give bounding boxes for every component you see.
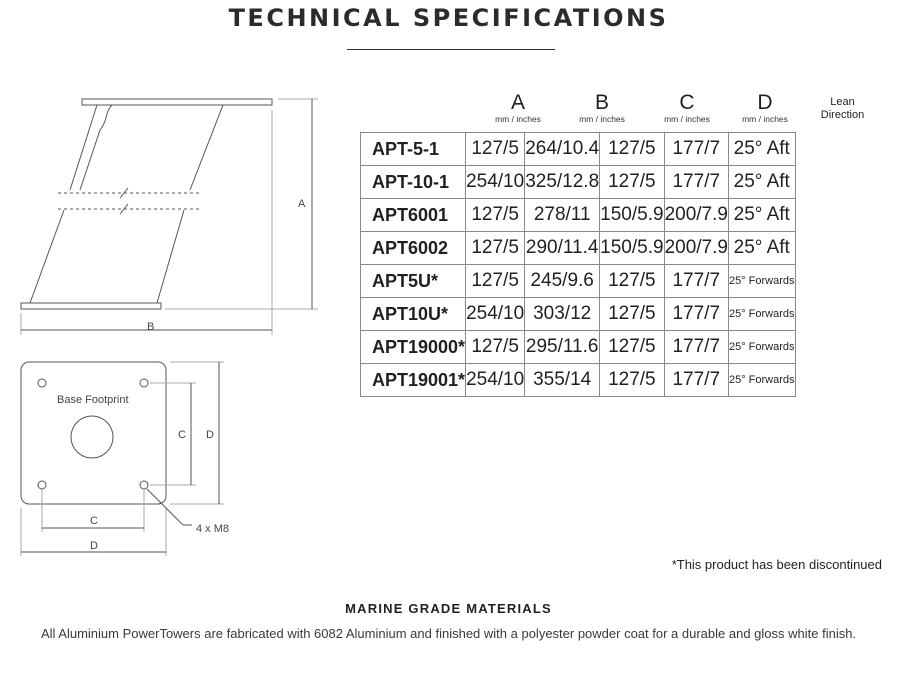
dim-c-horizontal-label: C (90, 515, 98, 527)
dim-a-cell: 127/5 (466, 331, 525, 364)
model-cell: APT-10-1 (361, 166, 466, 199)
dim-b-cell: 295/11.6 (525, 331, 600, 364)
bottom-plate (21, 303, 161, 309)
model-cell: APT6001 (361, 199, 466, 232)
dim-d-cell: 177/7 (664, 298, 728, 331)
dim-b-cell: 355/14 (525, 364, 600, 397)
dim-c-cell: 127/5 (600, 298, 664, 331)
dim-c-cell: 127/5 (600, 331, 664, 364)
title-underline (347, 49, 555, 50)
model-cell: APT5U* (361, 265, 466, 298)
dim-b-cell: 278/11 (525, 199, 600, 232)
tower-diagram (0, 80, 345, 560)
header-lean-line1: Lean (830, 96, 855, 108)
table-row (361, 265, 796, 298)
dim-d-vertical-label: D (206, 429, 214, 441)
header-b-unit: mm / inches (579, 114, 625, 124)
page-title: TECHNICAL SPECIFICATIONS (228, 4, 669, 32)
table-row (361, 331, 796, 364)
model-cell: APT10U* (361, 298, 466, 331)
dim-d-horizontal-label: D (90, 540, 98, 552)
header-c-letter: C (679, 91, 695, 114)
spec-table (360, 132, 796, 397)
header-d-unit: mm / inches (742, 114, 788, 124)
dim-d-cell: 177/7 (664, 331, 728, 364)
dim-a-cell: 254/10 (466, 298, 525, 331)
header-lean-line2: Direction (820, 109, 865, 121)
dim-c-cell: 150/5.9 (600, 199, 664, 232)
dim-d-cell: 177/7 (664, 166, 728, 199)
dim-b-cell: 264/10.4 (525, 133, 600, 166)
dim-d-cell: 200/7.9 (664, 232, 728, 265)
dim-a-cell: 127/5 (466, 133, 525, 166)
header-c-unit: mm / inches (664, 114, 710, 124)
lean-cell: 25° Forwards (728, 298, 795, 331)
base-footprint-label: Base Footprint (57, 394, 129, 406)
dim-b-cell: 325/12.8 (525, 166, 600, 199)
dim-a-cell: 254/10 (466, 364, 525, 397)
lean-cell: 25° Aft (728, 166, 795, 199)
dim-c-cell: 127/5 (600, 133, 664, 166)
dim-a-cell: 127/5 (466, 265, 525, 298)
header-a-letter: A (510, 91, 525, 114)
lean-cell: 25° Aft (728, 199, 795, 232)
header-d (726, 92, 804, 132)
header-lean (804, 92, 881, 132)
lean-cell: 25° Aft (728, 232, 795, 265)
header-a (480, 92, 556, 132)
dim-b-cell: 303/12 (525, 298, 600, 331)
dim-d-cell: 177/7 (664, 133, 728, 166)
dim-d-cell: 177/7 (664, 265, 728, 298)
dim-a-cell: 254/10 (466, 166, 525, 199)
table-row (361, 364, 796, 397)
holes-label: 4 x M8 (196, 523, 230, 535)
dim-c-cell: 127/5 (600, 265, 664, 298)
dim-d-cell: 200/7.9 (664, 199, 728, 232)
model-cell: APT19001* (361, 364, 466, 397)
dim-c-vertical-label: C (178, 429, 186, 441)
header-b-letter: B (594, 91, 609, 114)
top-plate (82, 99, 272, 105)
header-c (648, 92, 726, 132)
header-b (556, 92, 648, 132)
header-a-unit: mm / inches (495, 114, 541, 124)
table-row (361, 232, 796, 265)
table-row (361, 298, 796, 331)
lean-cell: 25° Forwards (728, 331, 795, 364)
lean-cell: 25° Aft (728, 133, 795, 166)
table-row (361, 199, 796, 232)
lean-cell: 25° Forwards (728, 265, 795, 298)
header-d-letter: D (757, 91, 773, 114)
dim-c-cell: 127/5 (600, 364, 664, 397)
dim-c-cell: 150/5.9 (600, 232, 664, 265)
model-cell: APT6002 (361, 232, 466, 265)
dim-a-cell: 127/5 (466, 232, 525, 265)
materials-text: All Aluminium PowerTowers are fabricated with 6082 Aluminium and finished with a polyester powder coat for a durable and gloss white finish. (40, 626, 857, 641)
model-cell: APT19000* (361, 331, 466, 364)
dim-c-cell: 127/5 (600, 166, 664, 199)
dim-a-cell: 127/5 (466, 199, 525, 232)
dim-b-label: B (147, 321, 155, 333)
table-row (361, 133, 796, 166)
base-plate (21, 362, 166, 504)
model-cell: APT-5-1 (361, 133, 466, 166)
dim-a-label: A (298, 198, 306, 210)
materials-title: MARINE GRADE MATERIALS (345, 601, 552, 616)
table-row (361, 166, 796, 199)
dim-d-cell: 177/7 (664, 364, 728, 397)
lean-cell: 25° Forwards (728, 364, 795, 397)
dim-b-cell: 245/9.6 (525, 265, 600, 298)
discontinued-footnote: *This product has been discontinued (671, 557, 882, 572)
dim-b-cell: 290/11.4 (525, 232, 600, 265)
